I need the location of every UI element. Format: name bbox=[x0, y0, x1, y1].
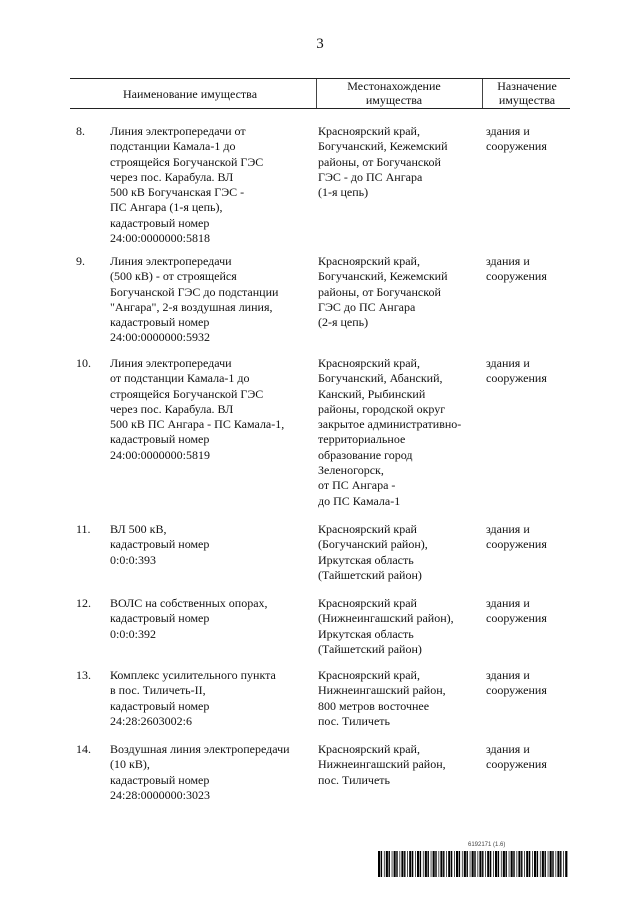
property-name-line: Линия электропередачи bbox=[110, 356, 232, 370]
property-location bbox=[318, 522, 478, 583]
property-location-line: пос. Тиличеть bbox=[318, 772, 390, 787]
row-number: 14. bbox=[76, 742, 91, 756]
property-name-line: 500 кВ Богучанская ГЭС - bbox=[110, 185, 245, 200]
property-purpose bbox=[486, 254, 576, 285]
property-purpose-line: здания и bbox=[486, 124, 530, 138]
property-name-line: (10 кВ), bbox=[110, 757, 150, 772]
barcode bbox=[378, 851, 568, 877]
header-location-line-2: имущества bbox=[365, 93, 423, 107]
property-purpose-line: сооружения bbox=[486, 537, 547, 552]
property-location-line: пос. Тиличеть bbox=[318, 713, 390, 728]
property-purpose bbox=[486, 596, 576, 627]
property-name-line: подстанции Камала-1 до bbox=[110, 139, 236, 154]
property-purpose-line: здания и bbox=[486, 254, 530, 268]
property-location-line: (Тайшетский район) bbox=[318, 641, 422, 656]
property-location-line: Красноярский край, bbox=[318, 742, 420, 756]
header-location-line-1: Местонахождение bbox=[347, 79, 441, 93]
property-purpose-line: сооружения bbox=[486, 371, 547, 386]
page-number: 3 bbox=[316, 36, 324, 52]
property-purpose-line: здания и bbox=[486, 742, 530, 756]
property-purpose-line: здания и bbox=[486, 522, 530, 536]
property-name-line: 500 кВ ПС Ангара - ПС Камала-1, bbox=[110, 417, 285, 432]
property-name-line: ПС Ангара (1-я цепь), bbox=[110, 200, 223, 215]
property-location-line: Канский, Рыбинский bbox=[318, 386, 426, 401]
property-location-line: ГЭС - до ПС Ангара bbox=[318, 169, 423, 184]
property-location-line: (Нижнеингашский район), bbox=[318, 611, 454, 626]
header-location bbox=[316, 79, 471, 108]
property-location-line: Красноярский край, bbox=[318, 254, 420, 268]
property-purpose-line: здания и bbox=[486, 668, 530, 682]
property-name-line: строящейся Богучанской ГЭС bbox=[110, 154, 264, 169]
property-name-line: 24:00:0000000:5819 bbox=[110, 447, 211, 462]
property-name-line: 0:0:0:392 bbox=[110, 626, 157, 641]
property-name-line: Линия электропередачи bbox=[110, 254, 232, 268]
property-name-line: через пос. Карабула. ВЛ bbox=[110, 169, 234, 184]
property-name bbox=[110, 596, 310, 642]
property-purpose-line: сооружения bbox=[486, 269, 547, 284]
property-purpose bbox=[486, 124, 576, 155]
property-location-line: Красноярский край bbox=[318, 596, 417, 610]
property-name bbox=[110, 668, 310, 729]
property-purpose-line: сооружения bbox=[486, 611, 547, 626]
property-location-line: Нижнеингашский район, bbox=[318, 757, 446, 772]
property-location-line: ГЭС до ПС Ангара bbox=[318, 299, 416, 314]
property-name-line: от подстанции Камала-1 до bbox=[110, 371, 250, 386]
property-location-line: Богучанский, Кежемский bbox=[318, 269, 448, 284]
property-purpose bbox=[486, 356, 576, 387]
property-location-line: Красноярский край, bbox=[318, 356, 420, 370]
property-purpose-line: сооружения bbox=[486, 139, 547, 154]
property-location bbox=[318, 356, 478, 509]
property-name-line: строящейся Богучанской ГЭС bbox=[110, 386, 264, 401]
property-name-line: кадастровый номер bbox=[110, 611, 210, 626]
row-number: 10. bbox=[76, 356, 91, 370]
property-name-line: 24:28:2603002:6 bbox=[110, 713, 193, 728]
property-purpose-line: здания и bbox=[486, 356, 530, 370]
property-name-line: кадастровый номер bbox=[110, 432, 210, 447]
property-location bbox=[318, 668, 478, 729]
property-name bbox=[110, 742, 310, 803]
property-name-line: Линия электропередачи от bbox=[110, 124, 246, 138]
property-name-line: Богучанской ГЭС до подстанции bbox=[110, 284, 279, 299]
property-name-line: Воздушная линия электропередачи bbox=[110, 742, 290, 756]
property-location-line: районы, от Богучанской bbox=[318, 154, 441, 169]
row-number: 11. bbox=[76, 522, 91, 536]
row-number: 8. bbox=[76, 124, 85, 138]
property-name-line: кадастровый номер bbox=[110, 698, 210, 713]
property-location-line: районы, от Богучанской bbox=[318, 284, 441, 299]
document-code: 6192171 (1.6) bbox=[468, 842, 506, 848]
property-location-line: Иркутская область bbox=[318, 626, 414, 641]
property-name bbox=[110, 356, 310, 463]
property-location-line: от ПС Ангара - bbox=[318, 478, 396, 493]
property-location-line: закрытое административно- bbox=[318, 417, 462, 432]
header-purpose-line-2: имущества bbox=[498, 93, 556, 107]
row-number: 13. bbox=[76, 668, 91, 682]
property-name bbox=[110, 254, 310, 346]
property-location-line: Нижнеингашский район, bbox=[318, 683, 446, 698]
property-name-line: 0:0:0:393 bbox=[110, 552, 157, 567]
property-location-line: 800 метров восточнее bbox=[318, 698, 430, 713]
property-location-line: территориальное bbox=[318, 432, 406, 447]
property-location bbox=[318, 596, 478, 657]
property-purpose-line: здания и bbox=[486, 596, 530, 610]
property-purpose-line: сооружения bbox=[486, 683, 547, 698]
property-name-line: ВЛ 500 кВ, bbox=[110, 522, 167, 536]
property-location-line: (2-я цепь) bbox=[318, 315, 369, 330]
property-location-line: до ПС Камала-1 bbox=[318, 493, 401, 508]
property-purpose bbox=[486, 742, 576, 773]
property-purpose-line: сооружения bbox=[486, 757, 547, 772]
header-name: Наименование имущества bbox=[122, 87, 258, 101]
header-purpose bbox=[482, 79, 571, 108]
property-location-line: образование город bbox=[318, 447, 413, 462]
property-purpose bbox=[486, 668, 576, 699]
property-location-line: Богучанский, Абанский, bbox=[318, 371, 443, 386]
row-number: 12. bbox=[76, 596, 91, 610]
property-name-line: 24:28:0000000:3023 bbox=[110, 787, 211, 802]
property-location-line: Красноярский край, bbox=[318, 124, 420, 138]
property-location-line: Богучанский, Кежемский bbox=[318, 139, 448, 154]
property-name-line: кадастровый номер bbox=[110, 315, 210, 330]
property-name-line: Комплекс усилительного пункта bbox=[110, 668, 276, 682]
property-name bbox=[110, 522, 310, 568]
property-location bbox=[318, 124, 478, 200]
property-name-line: ВОЛС на собственных опорах, bbox=[110, 596, 268, 610]
property-location-line: (Богучанский район), bbox=[318, 537, 428, 552]
property-name-line: кадастровый номер bbox=[110, 772, 210, 787]
property-location-line: Красноярский край, bbox=[318, 668, 420, 682]
property-purpose bbox=[486, 522, 576, 553]
property-name-line: "Ангара", 2-я воздушная линия, bbox=[110, 299, 273, 314]
property-location-line: (Тайшетский район) bbox=[318, 567, 422, 582]
property-location-line: Красноярский край bbox=[318, 522, 417, 536]
property-location-line: Иркутская область bbox=[318, 552, 414, 567]
property-location-line: (1-я цепь) bbox=[318, 185, 369, 200]
property-name-line: через пос. Карабула. ВЛ bbox=[110, 401, 234, 416]
property-location bbox=[318, 254, 478, 330]
row-number: 9. bbox=[76, 254, 85, 268]
property-location bbox=[318, 742, 478, 788]
property-name bbox=[110, 124, 310, 246]
property-name-line: 24:00:0000000:5818 bbox=[110, 231, 211, 246]
property-name-line: 24:00:0000000:5932 bbox=[110, 330, 211, 345]
table-header bbox=[70, 78, 570, 109]
property-name-line: (500 кВ) - от строящейся bbox=[110, 269, 237, 284]
header-purpose-line-1: Назначение bbox=[497, 79, 557, 93]
property-name-line: в пос. Тиличеть-II, bbox=[110, 683, 206, 698]
property-location-line: Зеленогорск, bbox=[318, 463, 384, 478]
property-location-line: районы, городской округ bbox=[318, 401, 446, 416]
property-name-line: кадастровый номер bbox=[110, 537, 210, 552]
property-name-line: кадастровый номер bbox=[110, 215, 210, 230]
